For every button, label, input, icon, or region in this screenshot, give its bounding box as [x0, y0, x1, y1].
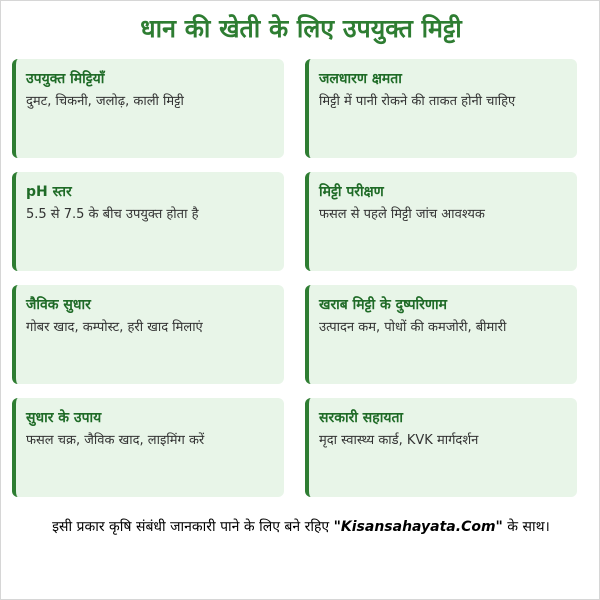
footer-note [1, 516, 600, 538]
site-name: "Kisansahayata.Com" [333, 519, 503, 535]
card-heading: pH स्तर [26, 184, 72, 200]
card-heading: सरकारी सहायता [319, 410, 404, 426]
card-text: मृदा स्वास्थ्य कार्ड, KVK मार्गदर्शन [319, 433, 479, 448]
card-heading: मिट्टी परीक्षण [319, 184, 384, 200]
card-heading: खराब मिट्टी के दुष्परिणाम [319, 297, 448, 313]
card-text: 5.5 से 7.5 के बीच उपयुक्त होता है [26, 207, 199, 222]
footer-prefix: इसी प्रकार कृषि संबंधी जानकारी पाने के लिए बने रहिए [52, 519, 334, 535]
card-soil-testing [305, 172, 577, 271]
card-remedies [12, 398, 284, 497]
card-text: मिट्टी में पानी रोकने की ताकत होनी चाहिए [319, 94, 516, 109]
card-heading: जलधारण क्षमता [319, 71, 402, 87]
card-government-support [305, 398, 577, 497]
card-text: फसल से पहले मिट्टी जांच आवश्यक [319, 207, 485, 222]
page-title: धान की खेती के लिए उपयुक्त मिट्टी [140, 14, 462, 43]
card-water-holding [305, 59, 577, 158]
card-heading: उपयुक्त मिट्टियाँ [26, 71, 105, 87]
card-text: गोबर खाद, कम्पोस्ट, हरी खाद मिलाएं [26, 320, 203, 335]
card-suitable-soils [12, 59, 284, 158]
card-heading: सुधार के उपाय [26, 410, 102, 426]
card-organic-improvement [12, 285, 284, 384]
footer-suffix: के साथ। [502, 519, 550, 535]
card-text: दुमट, चिकनी, जलोढ़, काली मिट्टी [26, 94, 184, 109]
card-text: फसल चक्र, जैविक खाद, लाइमिंग करें [26, 433, 205, 448]
card-text: उत्पादन कम, पोधों की कमजोरी, बीमारी [319, 320, 507, 335]
card-bad-soil-effects [305, 285, 577, 384]
card-heading: जैविक सुधार [26, 297, 91, 313]
card-ph-level [12, 172, 284, 271]
